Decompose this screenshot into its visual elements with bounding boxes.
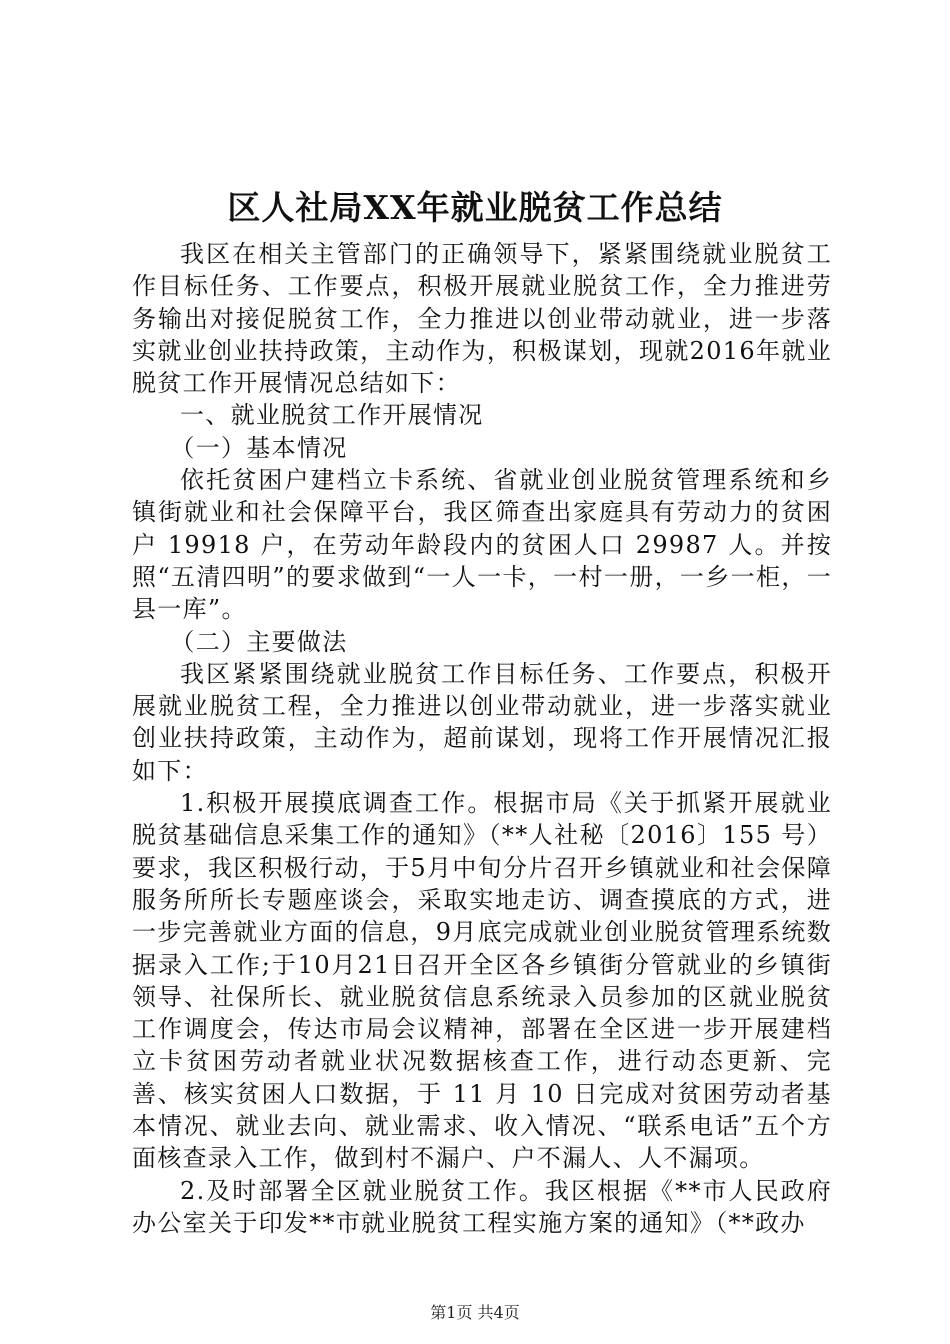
item-1-paragraph: 1.积极开展摸底调查工作。根据市局《关于抓紧开展就业脱贫基础信息采集工作的通知》（**人社秘〔2016〕155 号）要求，我区积极行动，于5月中旬分片召开乡镇就业和社会保障服务所所长专题座谈会，采取实地走访、调查摸底的方式，进一步完善就业方面的信息，9月底完成就业创业脱贫管理系统数据录入工作;于10月21日召开全区各乡镇街分管就业的乡镇街领导、社保所长、就业脱贫信息系统录入员参加的区就业脱贫工作调度会，传达市局会议精神，部署在全区进一步开展建档立卡贫困劳动者就业状况数据核查工作，进行动态更新、完善、核实贫困人口数据，于 11 月 10 日完成对贫困劳动者基本情况、就业去向、就业需求、收入情况、“联系电话”五个方面核查录入工作，做到村不漏户、户不漏人、人不漏项。 [132,789,832,1173]
methods-intro-paragraph: 我区紧紧围绕就业脱贫工作目标任务、工作要点，积极开展就业脱贫工程，全力推进以创业带动就业，进一步落实就业创业扶持政策，主动作为，超前谋划，现将工作开展情况汇报如下： [132,659,832,785]
basic-situation-paragraph: 依托贫困户建档立卡系统、省就业创业脱贫管理系统和乡镇街就业和社会保障平台，我区筛查出家庭具有劳动力的贫困户 19918 户，在劳动年龄段内的贫困人口 29987 人。并按照“五清四明”的要求做到“一人一卡，一村一册，一乡一柜，一县一库”。 [132,466,832,624]
document-body [132,238,832,1239]
page-footer: 第1页 共4页 [430,1303,520,1322]
subsection-heading-basic: （一）基本情况 [170,433,348,462]
document-title: 区人社局XX年就业脱贫工作总结 [227,188,723,227]
intro-paragraph: 我区在相关主管部门的正确领导下，紧紧围绕就业脱贫工作目标任务、工作要点，积极开展就业脱贫工作，全力推进劳务输出对接促脱贫工作，全力推进以创业带动就业，进一步落实就业创业扶持政策，主动作为，积极谋划，现就2016年就业脱贫工作开展情况总结如下： [132,240,832,398]
subsection-heading-methods: （二）主要做法 [170,627,348,656]
item-2-paragraph: 2.及时部署全区就业脱贫工作。我区根据《**市人民政府办公室关于印发**市就业脱贫工程实施方案的通知》（**政办 [132,1176,832,1237]
section-heading: 一、就业脱贫工作开展情况 [180,401,484,430]
